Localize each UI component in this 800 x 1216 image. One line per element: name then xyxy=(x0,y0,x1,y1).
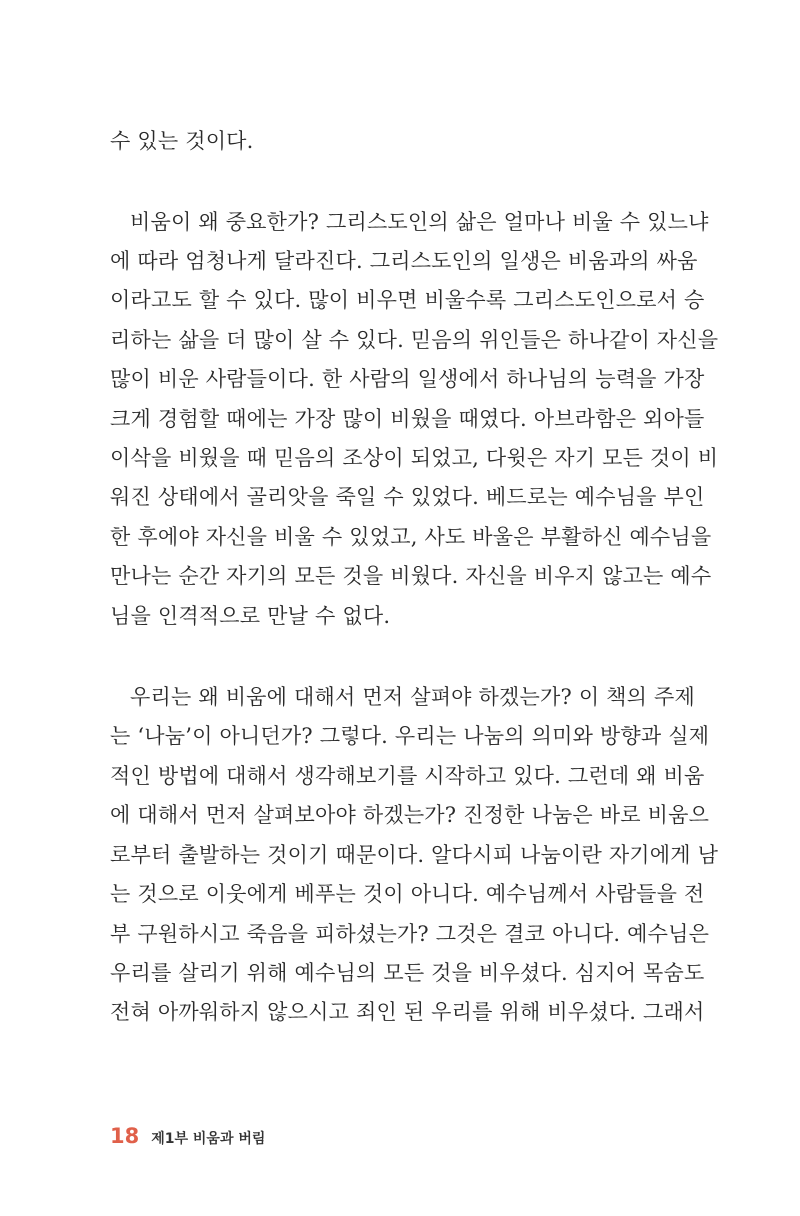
part-title: 제1부 비움과 버림 xyxy=(151,1131,266,1147)
body-line: 크게 경험할 때에는 가장 많이 비웠을 때였다. 아브라함은 외아들 xyxy=(110,407,705,431)
body-line: 적인 방법에 대해서 생각해보기를 시작하고 있다. 그런데 왜 비움 xyxy=(110,764,705,788)
body-line: 에 따라 엄청나게 달라진다. 그리스도인의 일생은 비움과의 싸움 xyxy=(110,249,698,273)
body-line: 로부터 출발하는 것이기 때문이다. 알다시피 나눔이란 자기에게 남 xyxy=(110,843,719,867)
body-line: 만나는 순간 자기의 모든 것을 비웠다. 자신을 비우지 않고는 예수 xyxy=(110,564,712,588)
body-line: 우리는 왜 비움에 대해서 먼저 살펴야 하겠는가? 이 책의 주제 xyxy=(130,685,695,709)
body-line: 부 구원하시고 죽음을 피하셨는가? 그것은 결코 아니다. 예수님은 xyxy=(110,922,710,946)
body-line: 한 후에야 자신을 비울 수 있었고, 사도 바울은 부활하신 예수님을 xyxy=(110,525,712,549)
body-line: 우리를 살리기 위해 예수님의 모든 것을 비우셨다. 심지어 목숨도 xyxy=(110,961,705,985)
body-line: 전혀 아까워하지 않으시고 죄인 된 우리를 위해 비우셨다. 그래서 xyxy=(110,1000,705,1024)
body-line: 는 것으로 이웃에게 베푸는 것이 아니다. 예수님께서 사람들을 전 xyxy=(110,882,705,906)
body-line: 리하는 삶을 더 많이 살 수 있다. 믿음의 위인들은 하나같이 자신을 xyxy=(110,328,719,352)
page-number: 18 xyxy=(110,1124,140,1148)
body-line: 님을 인격적으로 만날 수 없다. xyxy=(110,604,391,628)
body-line: 이삭을 비웠을 때 믿음의 조상이 되었고, 다윗은 자기 모든 것이 비 xyxy=(110,446,719,470)
body-line: 는 ‘나눔’이 아니던가? 그렇다. 우리는 나눔의 의미와 방향과 실제 xyxy=(110,724,710,748)
body-line: 에 대해서 먼저 살펴보아야 하겠는가? 진정한 나눔은 바로 비움으 xyxy=(110,803,710,827)
body-line: 수 있는 것이다. xyxy=(110,129,254,153)
page-footer xyxy=(110,1124,265,1154)
body-line: 비움이 왜 중요한가? 그리스도인의 삶은 얼마나 비울 수 있느냐 xyxy=(130,210,709,234)
body-line: 이라고도 할 수 있다. 많이 비우면 비울수록 그리스도인으로서 승 xyxy=(110,288,705,312)
body-line: 많이 비운 사람들이다. 한 사람의 일생에서 하나님의 능력을 가장 xyxy=(110,367,705,391)
body-line: 워진 상태에서 골리앗을 죽일 수 있었다. 베드로는 예수님을 부인 xyxy=(110,485,705,509)
